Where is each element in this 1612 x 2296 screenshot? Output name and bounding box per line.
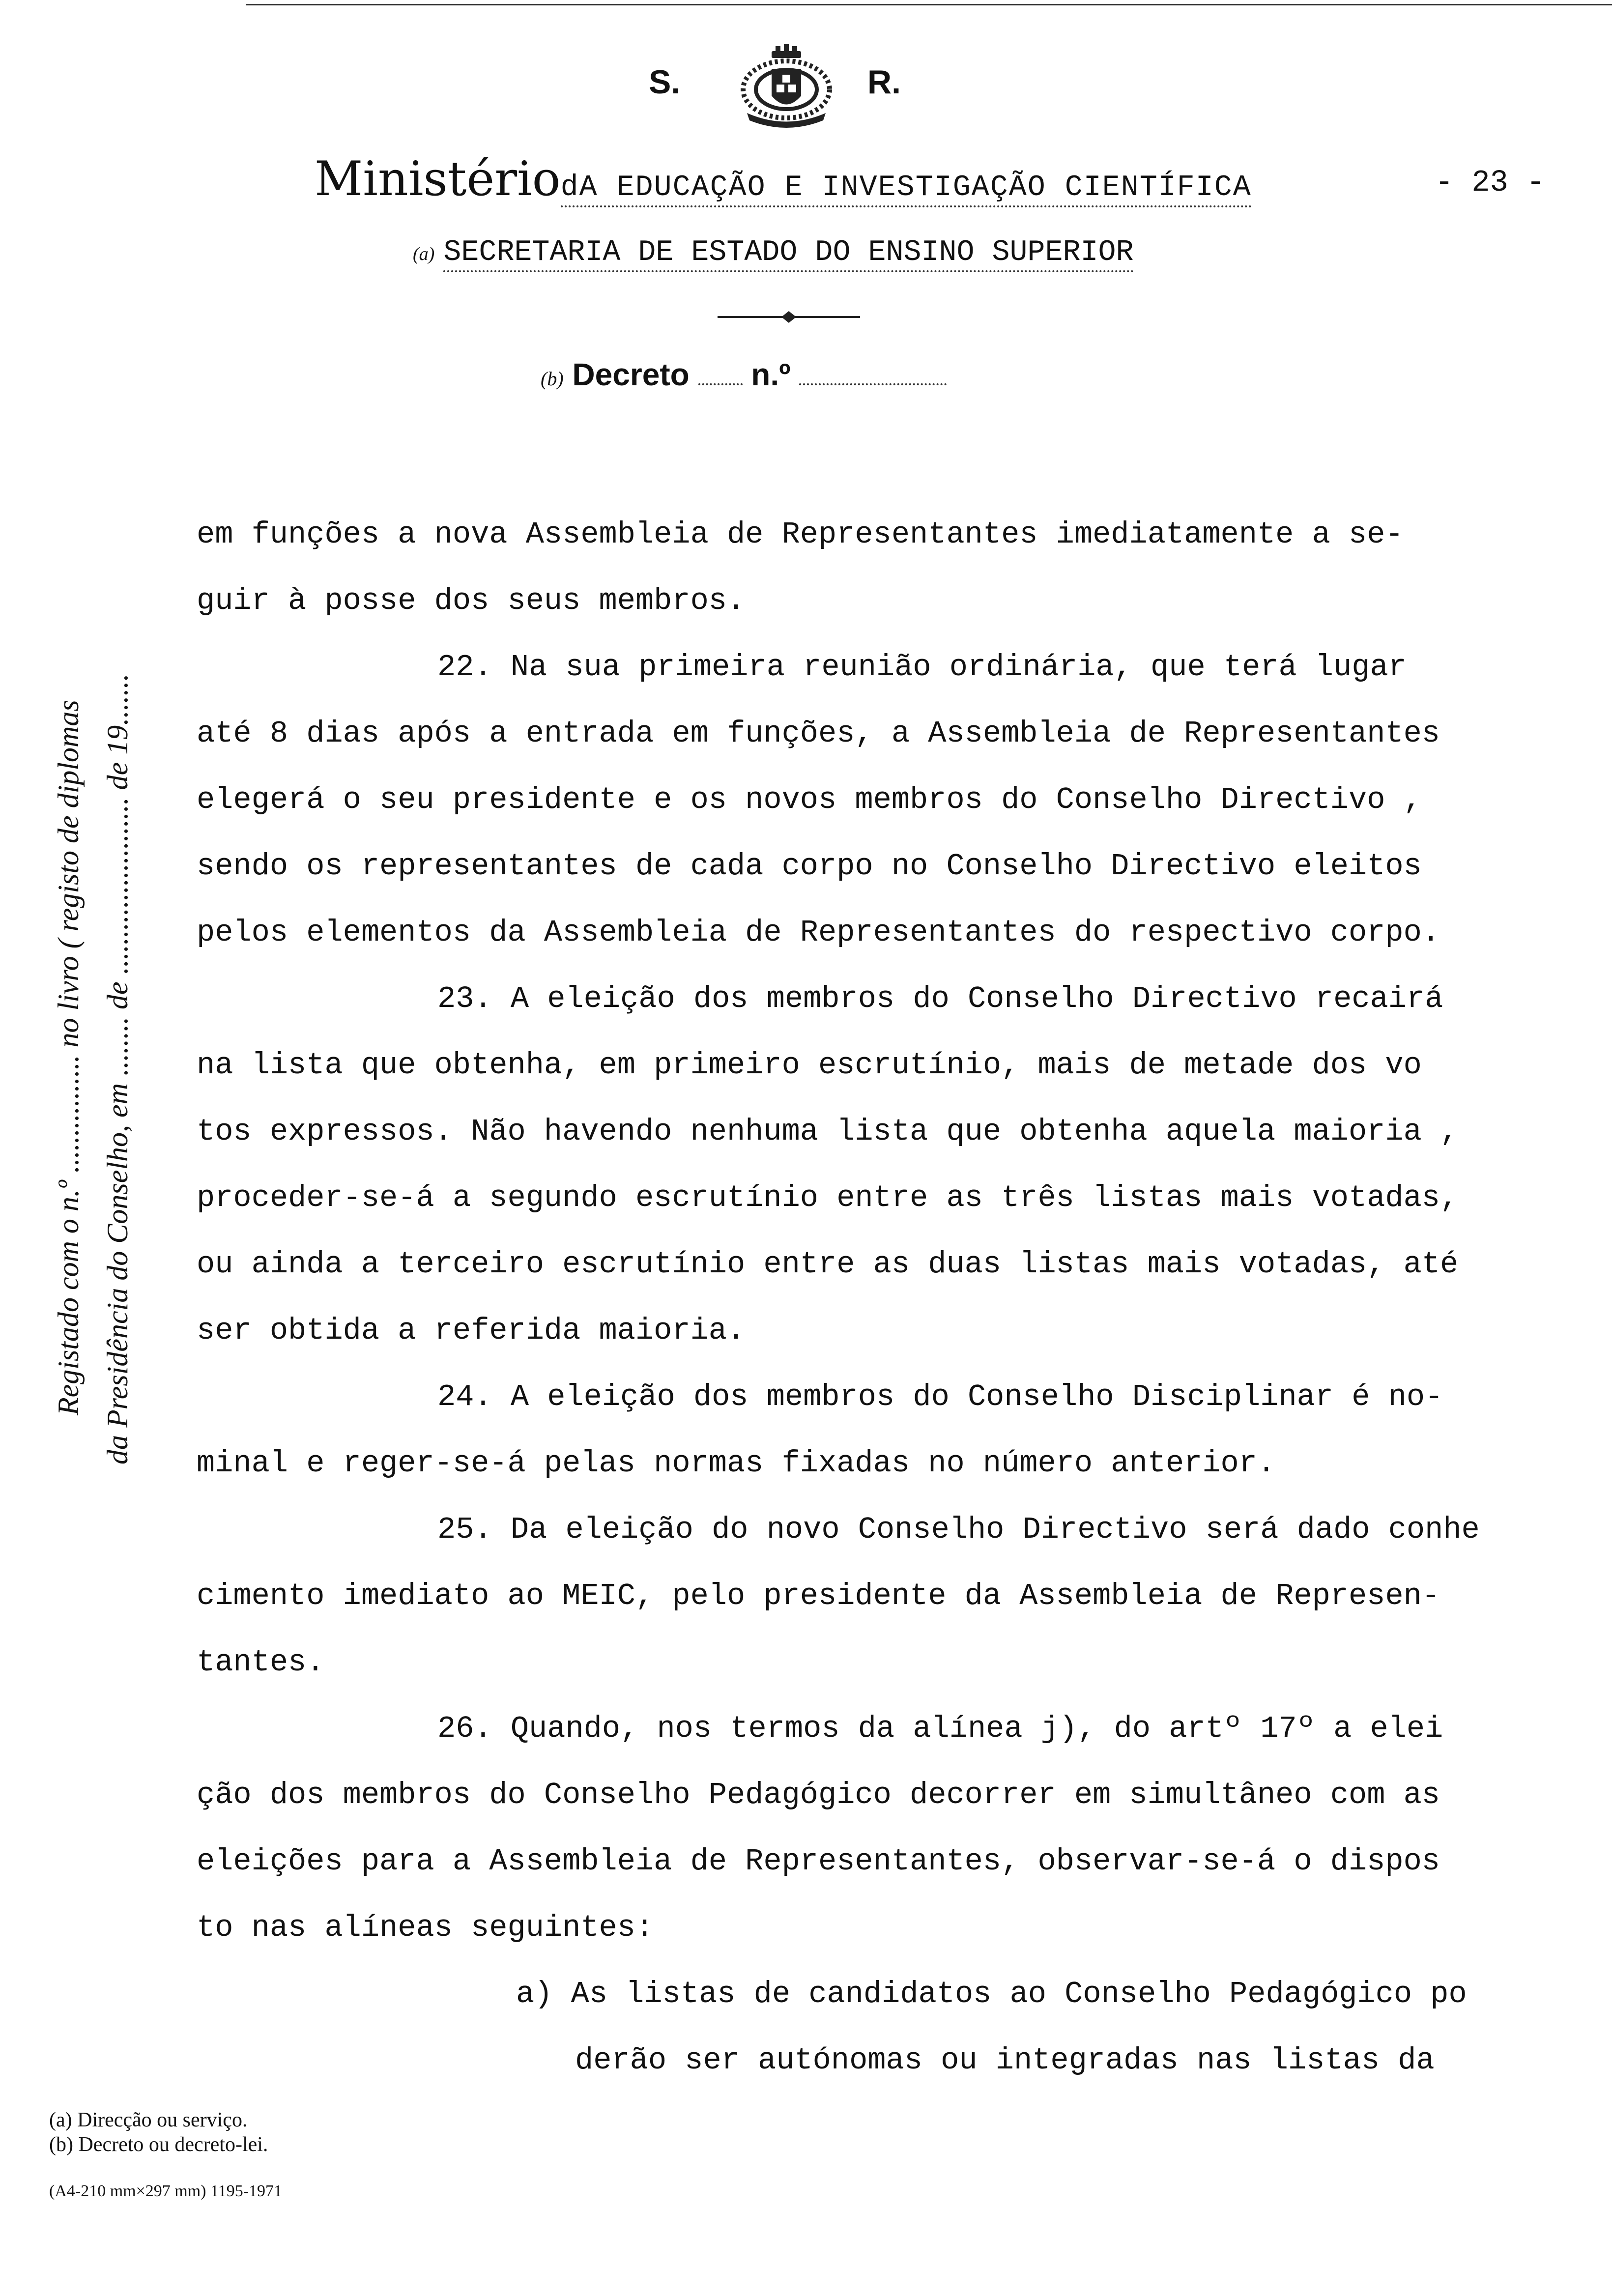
ornament-divider	[718, 310, 860, 324]
secretaria-footnote-mark: (a)	[413, 244, 435, 264]
text-line: to nas alíneas seguintes:	[197, 1910, 654, 1945]
decreto-line	[541, 356, 947, 393]
margin-note-line-2: da Presidência do Conselho, em ........ de ........................ de 19.......	[101, 673, 134, 1464]
text-line: proceder-se-á a segundo escrutínio entre as três listas mais votadas,	[197, 1180, 1459, 1215]
ministry-title	[315, 151, 1252, 206]
text-line: ou ainda a terceiro escrutínio entre as duas listas mais votadas, até	[197, 1247, 1459, 1282]
text-line: em funções a nova Assembleia de Representantes imediatamente a se-	[197, 517, 1404, 552]
ministry-word: Ministério	[315, 151, 561, 206]
text-line: na lista que obtenha, em primeiro escrutínio, mais de metade dos vo	[197, 1048, 1422, 1083]
text-line: 23. A eleição dos membros do Conselho Directivo recairá	[437, 981, 1443, 1016]
text-line: 24. A eleição dos membros do Conselho Disciplinar é no-	[437, 1379, 1443, 1414]
ministry-name: dA EDUCAÇÃO E INVESTIGAÇÃO CIENTÍFICA	[561, 171, 1252, 207]
text-line: até 8 dias após a entrada em funções, a Assembleia de Representantes	[197, 716, 1440, 751]
text-line: derão ser autónomas ou integradas nas listas da	[575, 2043, 1435, 2078]
top-rule	[246, 4, 1612, 5]
text-line: ser obtida a referida maioria.	[197, 1313, 746, 1348]
text-line: pelos elementos da Assembleia de Representantes do respectivo corpo.	[197, 915, 1440, 950]
text-line: elegerá o seu presidente e os novos membros do Conselho Directivo ,	[197, 782, 1422, 817]
text-line: tos expressos. Não havendo nenhuma lista que obtenha aquela maioria ,	[197, 1114, 1459, 1149]
decreto-number-label: n.º	[751, 357, 791, 392]
decreto-label: Decreto	[572, 357, 690, 392]
text-line: a) As listas de candidatos ao Conselho Pedagógico po	[516, 1977, 1467, 2011]
text-line: minal e reger-se-á pelas normas fixadas no número anterior.	[197, 1446, 1276, 1481]
text-line: cimento imediato ao MEIC, pelo presidente da Assembleia de Represen-	[197, 1578, 1440, 1613]
header-s-letter: S.	[649, 63, 681, 101]
text-line: 22. Na sua primeira reunião ordinária, que terá lugar	[437, 650, 1407, 685]
secretaria-name: SECRETARIA DE ESTADO DO ENSINO SUPERIOR	[443, 236, 1133, 272]
decreto-blank	[698, 379, 743, 385]
text-line: 25. Da eleição do novo Conselho Directivo será dado conhe	[437, 1512, 1480, 1547]
secretaria-line	[413, 236, 1134, 269]
decreto-footnote-mark: (b)	[541, 368, 564, 390]
print-reference: (A4-210 mm×297 mm) 1195-1971	[49, 2182, 283, 2200]
text-line: eleições para a Assembleia de Representantes, observar-se-á o dispos	[197, 1844, 1440, 1879]
margin-note-line-1: Registado com o n.º ................ no livro ( registo de diplomas	[52, 700, 85, 1415]
text-line: sendo os representantes de cada corpo no Conselho Directivo eleitos	[197, 849, 1422, 884]
text-line: 26. Quando, nos termos da alínea j), do artº 17º a elei	[437, 1711, 1443, 1746]
decreto-number-blank	[799, 379, 947, 385]
footnote-a: (a) Direcção ou serviço.	[49, 2109, 248, 2131]
footnote-b: (b) Decreto ou decreto-lei.	[49, 2133, 268, 2156]
text-line: tantes.	[197, 1645, 325, 1680]
coat-of-arms-icon	[737, 44, 835, 128]
text-line: ção dos membros do Conselho Pedagógico decorrer em simultâneo com as	[197, 1778, 1440, 1812]
page-number: - 23 -	[1435, 165, 1545, 200]
text-line: guir à posse dos seus membros.	[197, 583, 746, 618]
header-r-letter: R.	[867, 63, 901, 101]
